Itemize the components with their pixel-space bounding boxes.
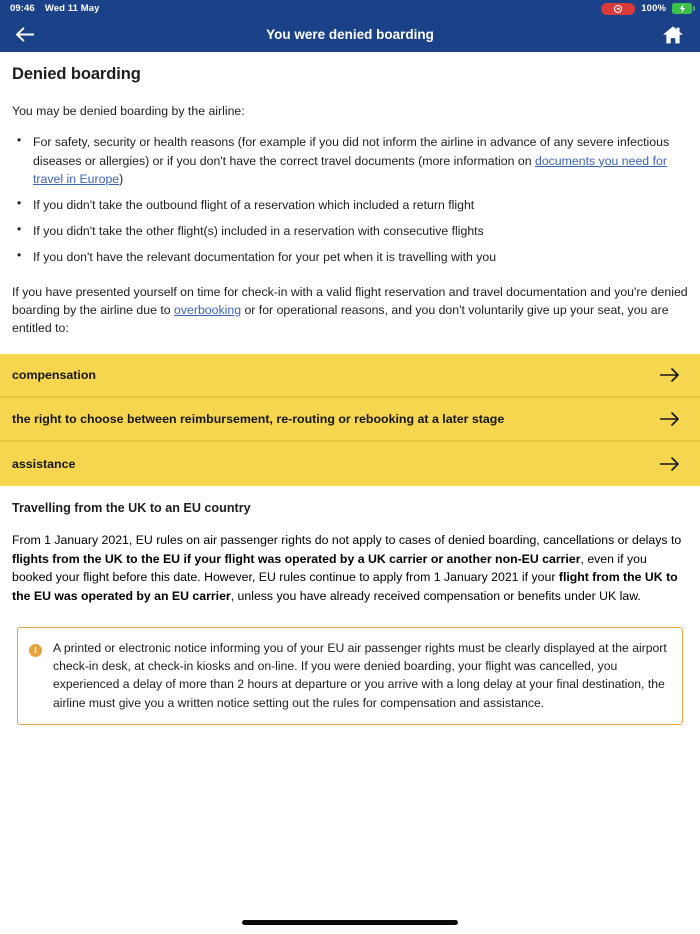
uk-to-eu-section xyxy=(0,501,700,606)
uk-section-title: Travelling from the UK to an EU country xyxy=(12,500,251,515)
back-button[interactable] xyxy=(10,20,40,50)
bullet-text: For safety, security or health reasons (for example if you did not inform the airline in advance of any severe infectious diseases or allergies) or if you don't have the correct travel documents (more information on xyxy=(33,135,670,168)
intro-paragraph: You may be denied boarding by the airline: xyxy=(12,104,245,118)
back-arrow-icon xyxy=(15,26,36,43)
status-bar-date: Wed 11 May xyxy=(44,3,100,14)
entitlement-label: compensation xyxy=(12,367,96,382)
entitlement-text-after: or for operational reasons, and you don't voluntarily give up your seat, you are entitled to: xyxy=(12,303,669,336)
lightning-bolt-icon xyxy=(679,4,686,13)
bullet-text: If you don't have the relevant documentation for your pet when it is travelling with you xyxy=(33,250,497,265)
uk-text-3: , unless you have already received compensation or benefits under UK law. xyxy=(230,588,641,603)
denied-boarding-reasons-list xyxy=(12,133,688,266)
list-item xyxy=(12,196,688,214)
home-button[interactable] xyxy=(658,20,688,50)
status-bar-right-cluster xyxy=(601,3,692,15)
status-bar-time: 09:46 xyxy=(10,3,35,14)
page-title-navbar: You were denied boarding xyxy=(266,27,434,42)
home-indicator[interactable] xyxy=(242,920,458,925)
battery-charging-icon xyxy=(672,3,692,14)
uk-text-2: , even if you booked your flight before this date. However, EU rules continue to apply from 1 January 2021 if your xyxy=(12,551,647,585)
bullet-text: If you didn't take the outbound flight of a reservation which included a return flight xyxy=(33,198,475,212)
info-notice-box xyxy=(17,627,683,725)
entitlement-row-compensation[interactable] xyxy=(0,354,700,398)
page-title: Denied boarding xyxy=(12,65,141,83)
entitlement-intro-paragraph xyxy=(12,283,688,338)
record-indicator-icon xyxy=(601,3,635,15)
info-notice-text: A printed or electronic notice informing you of your EU air passenger rights must be clearly displayed at the airport check-in desk, at check-in kiosks and on-line. If you were denied boarding, your flight was cancelled, you experienced a delay of more than 2 hours at departure or you arrive with a long delay at your final destination, the airline must give you a written notice setting out the rules for compensation and assistance. xyxy=(53,640,667,710)
uk-bold-2: flight from the UK to the EU was operated by an EU carrier xyxy=(12,570,678,603)
entitlement-label: assistance xyxy=(12,456,76,471)
info-icon: i xyxy=(29,644,42,657)
entitlement-row-reimbursement[interactable] xyxy=(0,398,700,442)
battery-percent-label: 100% xyxy=(641,3,666,14)
arrow-right-icon xyxy=(659,367,680,383)
documents-travel-europe-link[interactable]: documents you need for travel in Europe xyxy=(33,153,667,186)
main-content xyxy=(0,65,700,338)
status-bar xyxy=(0,0,700,17)
bullet-text: If you didn't take the other flight(s) included in a reservation with consecutive flights xyxy=(33,224,484,239)
list-item xyxy=(12,222,688,240)
entitlement-text-before: If you have presented yourself on time for check-in with a valid flight reservation and travel documentation and you're denied boarding by the airline due to xyxy=(12,284,688,317)
arrow-right-icon xyxy=(659,411,680,427)
uk-bold-1: flights from the UK to the EU if your flight was operated by a UK carrier or another non-EU carrier xyxy=(12,551,581,566)
uk-section-paragraph xyxy=(12,531,688,606)
entitlement-label: the right to choose between reimbursement, re-routing or rebooking at a later stage xyxy=(12,411,505,426)
overbooking-link[interactable]: overbooking xyxy=(174,303,242,317)
home-icon xyxy=(662,25,684,45)
bullet-text-after: ) xyxy=(119,171,124,186)
navigation-bar xyxy=(0,17,700,52)
entitlement-row-assistance[interactable] xyxy=(0,442,700,486)
list-item xyxy=(12,248,688,266)
entitlements-list xyxy=(0,354,700,486)
record-indicator-ring xyxy=(614,5,622,13)
uk-text-1: From 1 January 2021, EU rules on air passenger rights do not apply to cases of denied boarding, cancellations or delays to xyxy=(12,532,682,547)
arrow-right-icon xyxy=(659,456,680,472)
list-item xyxy=(12,133,688,188)
